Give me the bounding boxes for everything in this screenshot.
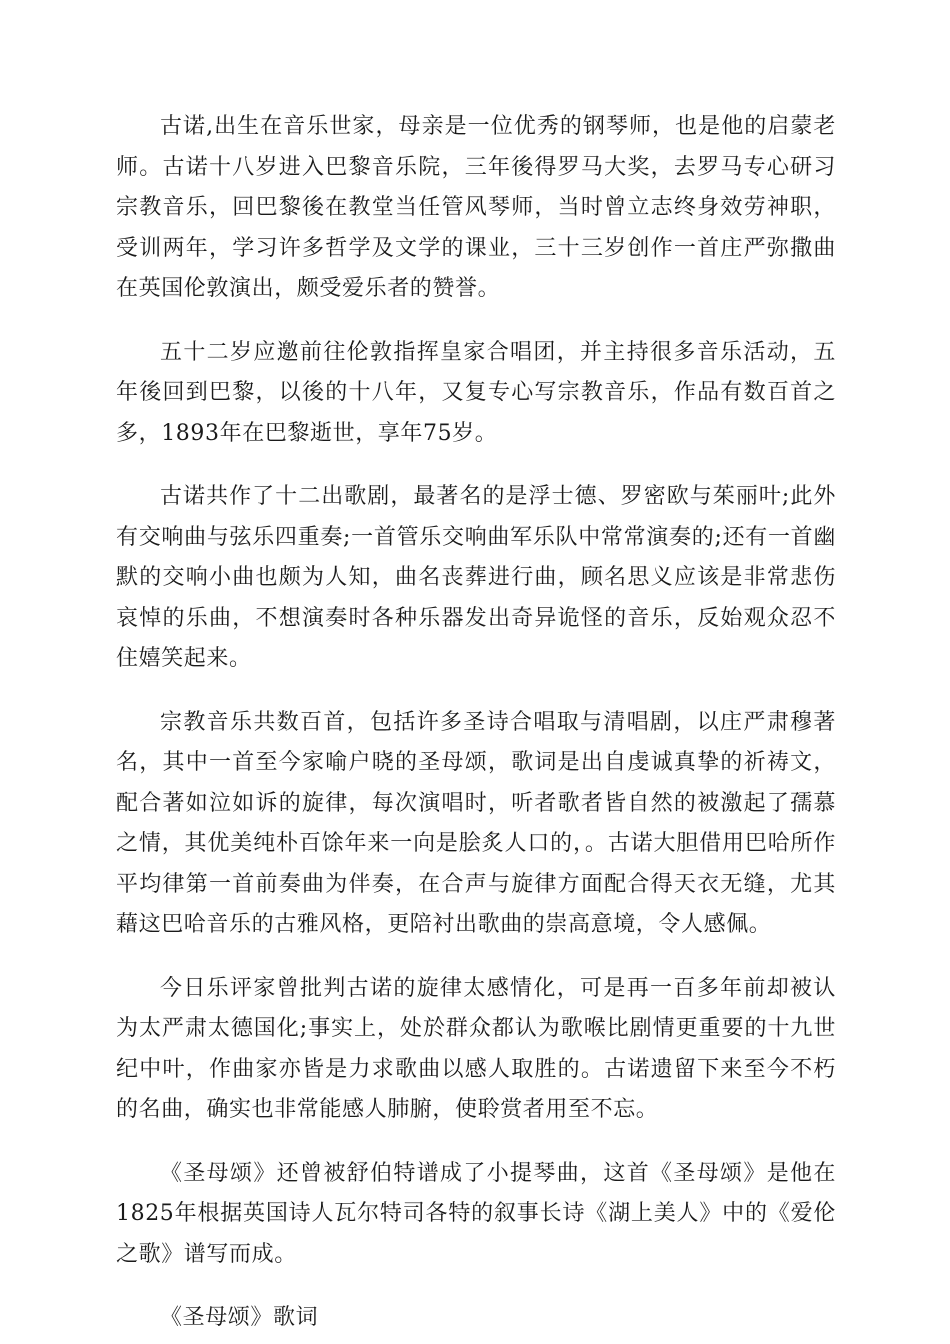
paragraph-operas: 古诺共作了十二出歌剧，最著名的是浮士德、罗密欧与茱丽叶;此外有交响曲与弦乐四重奏;一首管乐交响曲军乐队中常常演奏的;还有一首幽默的交响小曲也颇为人知，曲名丧葬进行曲，顾名思义应该是非常悲伤哀悼的乐曲，不想演奏时各种乐器发出奇异诡怪的音乐，反始观众忍不住嬉笑起来。 (116, 484, 836, 671)
paragraph-schubert: 《圣母颂》还曾被舒伯特谱成了小提琴曲，这首《圣母颂》是他在1825年根据英国诗人瓦尔特司各特的叙事长诗《湖上美人》中的《爱伦之歌》谱写而成。 (116, 1160, 836, 1267)
paragraph-religious-music: 宗教音乐共数百首，包括许多圣诗合唱取与清唱剧，以庄严肃穆著名，其中一首至今家喻户晓的圣母颂，歌词是出自虔诚真挚的祈祷文，配合著如泣如诉的旋律，每次演唱时，听者歌者皆自然的被激起了孺慕之情，其优美纯朴百馀年来一向是脍炙人口的，。古诺大胆借用巴哈所作平均律第一首前奏曲为伴奏，在合声与旋律方面配合得天衣无缝，尤其藉这巴哈音乐的古雅风格，更陪衬出歌曲的崇高意境，令人感佩。 (116, 709, 836, 937)
paragraph-later-life: 五十二岁应邀前往伦敦指挥皇家合唱团，并主持很多音乐活动，五年後回到巴黎，以後的十八年，又复专心写宗教音乐，作品有数百首之多，1893年在巴黎逝世，享年75岁。 (116, 339, 836, 446)
paragraph-biography: 古诺,出生在音乐世家，母亲是一位优秀的钢琴师，也是他的启蒙老师。古诺十八岁进入巴黎音乐院，三年後得罗马大奖，去罗马专心研习宗教音乐，回巴黎後在教堂当任管风琴师，当时曾立志终身效劳神职，受训两年，学习许多哲学及文学的课业，三十三岁创作一首庄严弥撒曲在英国伦敦演出，颇受爱乐者的赞誉。 (116, 114, 836, 301)
paragraph-critics: 今日乐评家曾批判古诺的旋律太感情化，可是再一百多年前却被认为太严肃太德国化;事实上，处於群众都认为歌喉比剧情更重要的十九世纪中叶，作曲家亦皆是力求歌曲以感人取胜的。古诺遗留下来至今不朽的名曲，确实也非常能感人肺腑，使聆赏者用至不忘。 (116, 975, 836, 1122)
document-body (116, 107, 836, 1339)
paragraph-lyrics-heading: 《圣母颂》歌词 (160, 1305, 319, 1330)
